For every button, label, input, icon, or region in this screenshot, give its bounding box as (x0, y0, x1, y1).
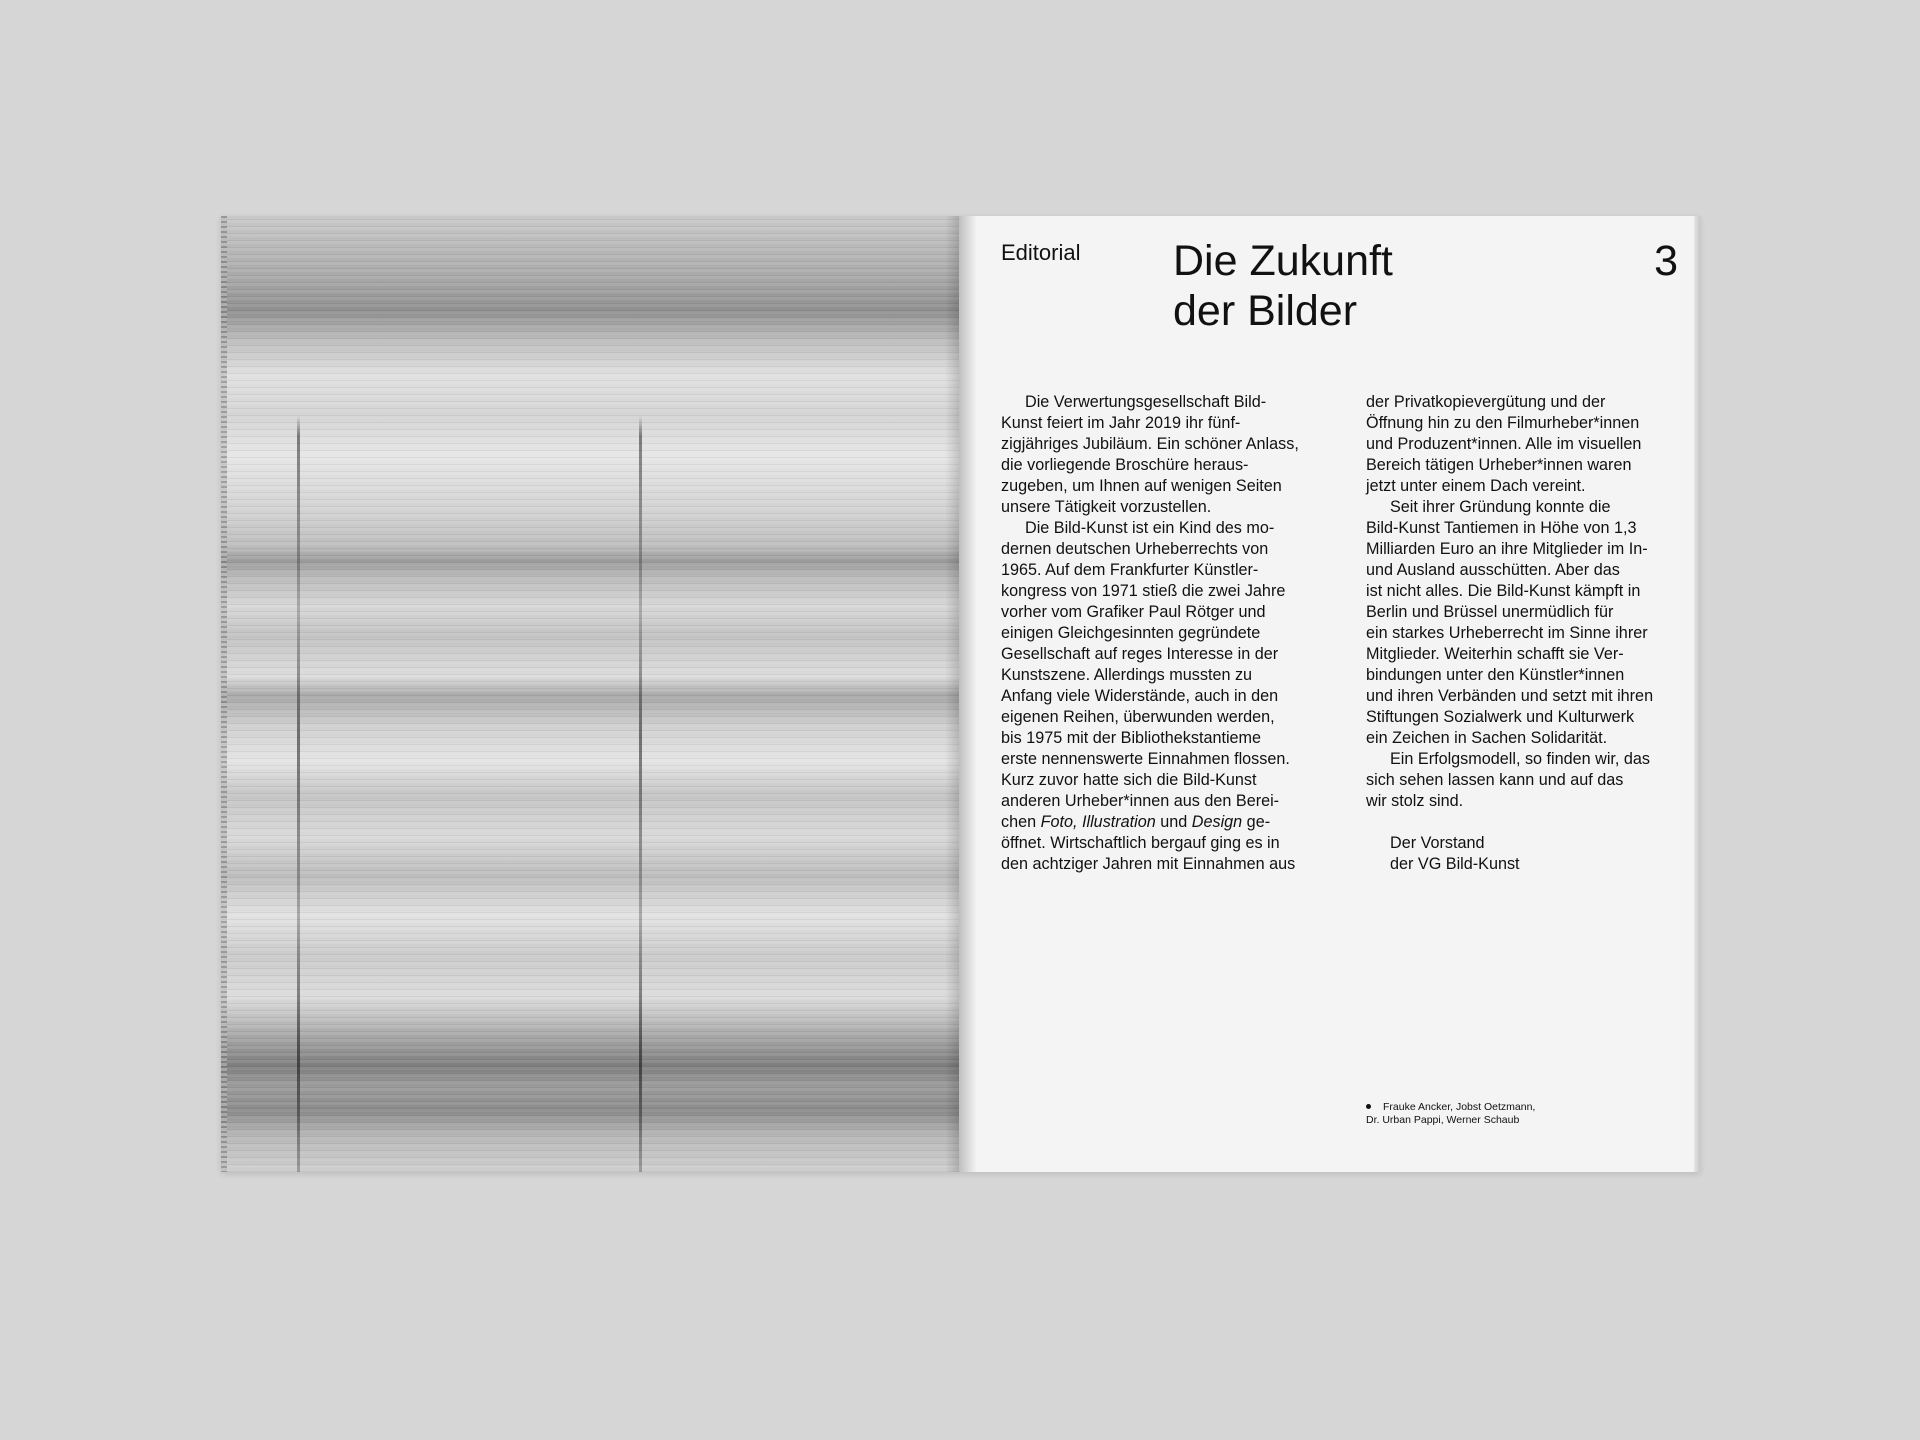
text-fragment: und (1155, 813, 1192, 831)
text-line: Öffnung hin zu den Filmurheber*innen (1366, 414, 1640, 432)
text-line: Ein Erfolgsmodell, so finden wir, das (1390, 750, 1651, 768)
page-outer-edge (1694, 216, 1700, 1172)
signature-line: Der Vorstand (1390, 834, 1485, 852)
text-line: ein Zeichen in Sachen Solidarität. (1366, 729, 1608, 747)
italic-term: Foto, Illustration (1040, 813, 1156, 831)
text-column-right (1366, 392, 1686, 875)
page-title-line: Die Zukunft (1173, 237, 1393, 285)
page-title-line: der Bilder (1173, 287, 1358, 335)
text-line: ein starkes Urheberrecht im Sinne ihrer (1366, 624, 1648, 642)
text-line: 1965. Auf dem Frankfurter Künstler- (1001, 561, 1259, 579)
text-line: und Produzent*innen. Alle im visuellen (1366, 435, 1642, 453)
text-line: zugeben, um Ihnen auf wenigen Seiten (1001, 477, 1282, 495)
text-line: Stiftungen Sozialwerk und Kulturwerk (1366, 708, 1635, 726)
text-line: dernen deutschen Urheberrechts von (1001, 540, 1269, 558)
scan-vertical-line (297, 216, 300, 1172)
text-line: Berlin und Brüssel unermüdlich für (1366, 603, 1614, 621)
text-line: Die Verwertungsgesellschaft Bild- (1025, 393, 1267, 411)
page-number: 3 (1654, 237, 1678, 285)
signature-line: der VG Bild-Kunst (1390, 855, 1520, 873)
italic-term: Design (1191, 813, 1243, 831)
section-label: Editorial (1001, 240, 1081, 265)
magazine-spread (221, 216, 1700, 1172)
text-line: Bild-Kunst Tantiemen in Höhe von 1,3 (1366, 519, 1637, 537)
text-line: vorher vom Grafiker Paul Rötger und (1001, 603, 1266, 621)
scanned-texture-page (221, 216, 959, 1172)
text-line: Milliarden Euro an ihre Mitglieder im In- (1366, 540, 1648, 558)
page-gutter-shadow (945, 216, 959, 1172)
footnote-line (1366, 1101, 1535, 1114)
text-line: der Privatkopievergütung und der (1366, 393, 1606, 411)
page-title (1173, 236, 1553, 336)
text-fragment: ge- (1242, 813, 1271, 831)
text-line: eigenen Reihen, überwunden werden, (1001, 708, 1275, 726)
text-line: bis 1975 mit der Bibliothekstantieme (1001, 729, 1262, 747)
text-line: anderen Urheber*innen aus den Berei- (1001, 792, 1280, 810)
footnote-line: Dr. Urban Pappi, Werner Schaub (1366, 1114, 1520, 1126)
text-line: und ihren Verbänden und setzt mit ihren (1366, 687, 1654, 705)
text-line: Gesellschaft auf reges Interesse in der (1001, 645, 1279, 663)
text-line: wir stolz sind. (1366, 792, 1464, 810)
text-line: Seit ihrer Gründung konnte die (1390, 498, 1611, 516)
text-line: Kunst feiert im Jahr 2019 ihr fünf- (1001, 414, 1241, 432)
text-line: Kunstszene. Allerdings mussten zu (1001, 666, 1253, 684)
text-line: erste nennenswerte Einnahmen flossen. (1001, 750, 1290, 768)
text-line: zigjähriges Jubiläum. Ein schöner Anlass, (1001, 435, 1299, 453)
footnote (1366, 1101, 1535, 1127)
scan-vertical-line (639, 216, 642, 1172)
text-line: sich sehen lassen kann und auf das (1366, 771, 1624, 789)
text-column-left (1001, 392, 1331, 875)
text-line: die vorliegende Broschüre heraus- (1001, 456, 1249, 474)
text-line: bindungen unter den Künstler*innen (1366, 666, 1625, 684)
text-line: kongress von 1971 stieß die zwei Jahre (1001, 582, 1286, 600)
text-line: ist nicht alles. Die Bild-Kunst kämpft in (1366, 582, 1641, 600)
page-edge (221, 216, 227, 1172)
text-fragment: chen (1001, 813, 1041, 831)
paragraph-gap (1366, 812, 1686, 833)
text-line: Anfang viele Widerstände, auch in den (1001, 687, 1279, 705)
text-line: Mitglieder. Weiterhin schafft sie Ver- (1366, 645, 1624, 663)
text-line: Kurz zuvor hatte sich die Bild-Kunst (1001, 771, 1257, 789)
scan-streaks (221, 216, 959, 1172)
text-line: jetzt unter einem Dach vereint. (1366, 477, 1586, 495)
text-line: Bereich tätigen Urheber*innen waren (1366, 456, 1632, 474)
text-line: den achtziger Jahren mit Einnahmen aus (1001, 855, 1296, 873)
editorial-page (959, 216, 1700, 1172)
text-line: unsere Tätigkeit vorzustellen. (1001, 498, 1212, 516)
page-fold-shadow (959, 216, 977, 1172)
bullet-icon (1366, 1104, 1371, 1109)
footnote-text: Frauke Ancker, Jobst Oetzmann, (1383, 1101, 1536, 1113)
text-line: einigen Gleichgesinnten gegründete (1001, 624, 1261, 642)
text-line-with-italics (1001, 812, 1331, 833)
text-line: öffnet. Wirtschaftlich bergauf ging es in (1001, 834, 1280, 852)
text-line: und Ausland ausschütten. Aber das (1366, 561, 1620, 579)
text-line: Die Bild-Kunst ist ein Kind des mo- (1025, 519, 1275, 537)
